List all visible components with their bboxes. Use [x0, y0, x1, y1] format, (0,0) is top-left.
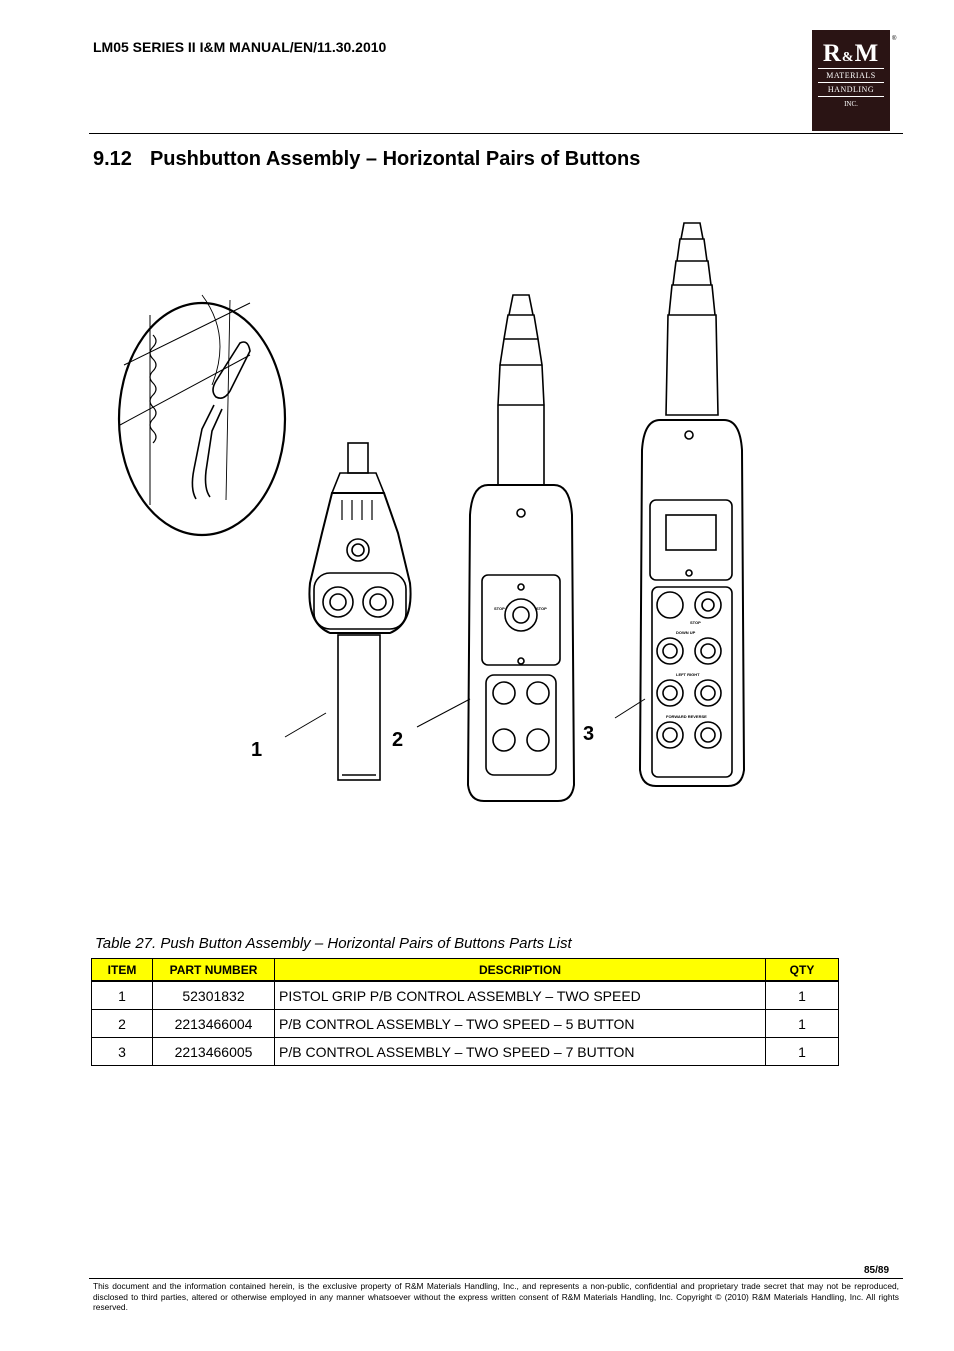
section-heading: Pushbutton Assembly – Horizontal Pairs of Buttons — [149, 148, 641, 170]
part-number-cell: 2213466005 — [153, 1038, 275, 1066]
callout-1: 1 — [251, 739, 263, 761]
table-caption: Table 27. Push Button Assembly – Horizontal Pairs of Buttons Parts List — [95, 935, 572, 952]
page-number: 85/89 — [864, 1265, 890, 1276]
part-number-cell: 2213466004 — [153, 1010, 275, 1038]
pendant-side-label-left: STOP — [494, 606, 505, 611]
pendant-stop-label: STOP — [690, 620, 701, 625]
document-header-title: LM05 SERIES II I&M MANUAL/EN/11.30.2010 — [93, 39, 387, 55]
item-cell: 1 — [92, 981, 153, 1010]
item-cell: 3 — [92, 1038, 153, 1066]
qty-cell: 1 — [766, 1010, 839, 1038]
five-button-pendant-illustration — [468, 295, 574, 801]
description-cell: P/B CONTROL ASSEMBLY – TWO SPEED – 5 BUTTON — [275, 1010, 766, 1038]
table-row — [92, 981, 839, 1010]
header-divider — [89, 133, 903, 134]
pendant-row2-label: LEFT RIGHT — [676, 672, 700, 677]
section-title — [93, 148, 640, 171]
callout-3: 3 — [583, 723, 595, 745]
hook-detail-illustration — [119, 295, 285, 535]
pendant-row3-label: FORWARD REVERSE — [666, 714, 707, 719]
pendant-row1-label: DOWN UP — [676, 630, 696, 635]
pendant-side-label-right: STOP — [536, 606, 547, 611]
parts-table — [91, 958, 839, 1066]
confidentiality-notice: This document and the information contained herein, is the exclusive property of R&M Materials Handling, Inc., and represents a non-public, confidential and proprietary trade secret that may not be reproduced, disclosed to third parties, altered or otherwise employed in any manner whatsoever without the express written consent of R&M Materials Handling, Inc. Copyright © (2010) R&M Materials Handling, Inc. All rights reserved. — [93, 1281, 899, 1312]
qty-cell: 1 — [766, 1038, 839, 1066]
column-header-description: DESCRIPTION — [275, 959, 766, 982]
table-row — [92, 1038, 839, 1066]
description-cell: P/B CONTROL ASSEMBLY – TWO SPEED – 7 BUTTON — [275, 1038, 766, 1066]
callout-2: 2 — [392, 729, 404, 751]
qty-cell: 1 — [766, 981, 839, 1010]
seven-button-pendant-illustration — [640, 223, 744, 786]
registered-mark: ® — [892, 36, 897, 42]
section-number: 9.12 — [93, 148, 132, 170]
pushbutton-assembly-figure — [110, 215, 760, 805]
table-row — [92, 1010, 839, 1038]
item-cell: 2 — [92, 1010, 153, 1038]
column-header-item: ITEM — [92, 959, 153, 982]
footer-divider — [89, 1278, 903, 1279]
part-number-cell: 52301832 — [153, 981, 275, 1010]
column-header-qty: QTY — [766, 959, 839, 982]
table-header-row — [92, 959, 839, 982]
description-cell: PISTOL GRIP P/B CONTROL ASSEMBLY – TWO SPEED — [275, 981, 766, 1010]
company-logo: R&M MATERIALS HANDLING INC. — [812, 30, 890, 131]
column-header-part-number: PART NUMBER — [153, 959, 275, 982]
